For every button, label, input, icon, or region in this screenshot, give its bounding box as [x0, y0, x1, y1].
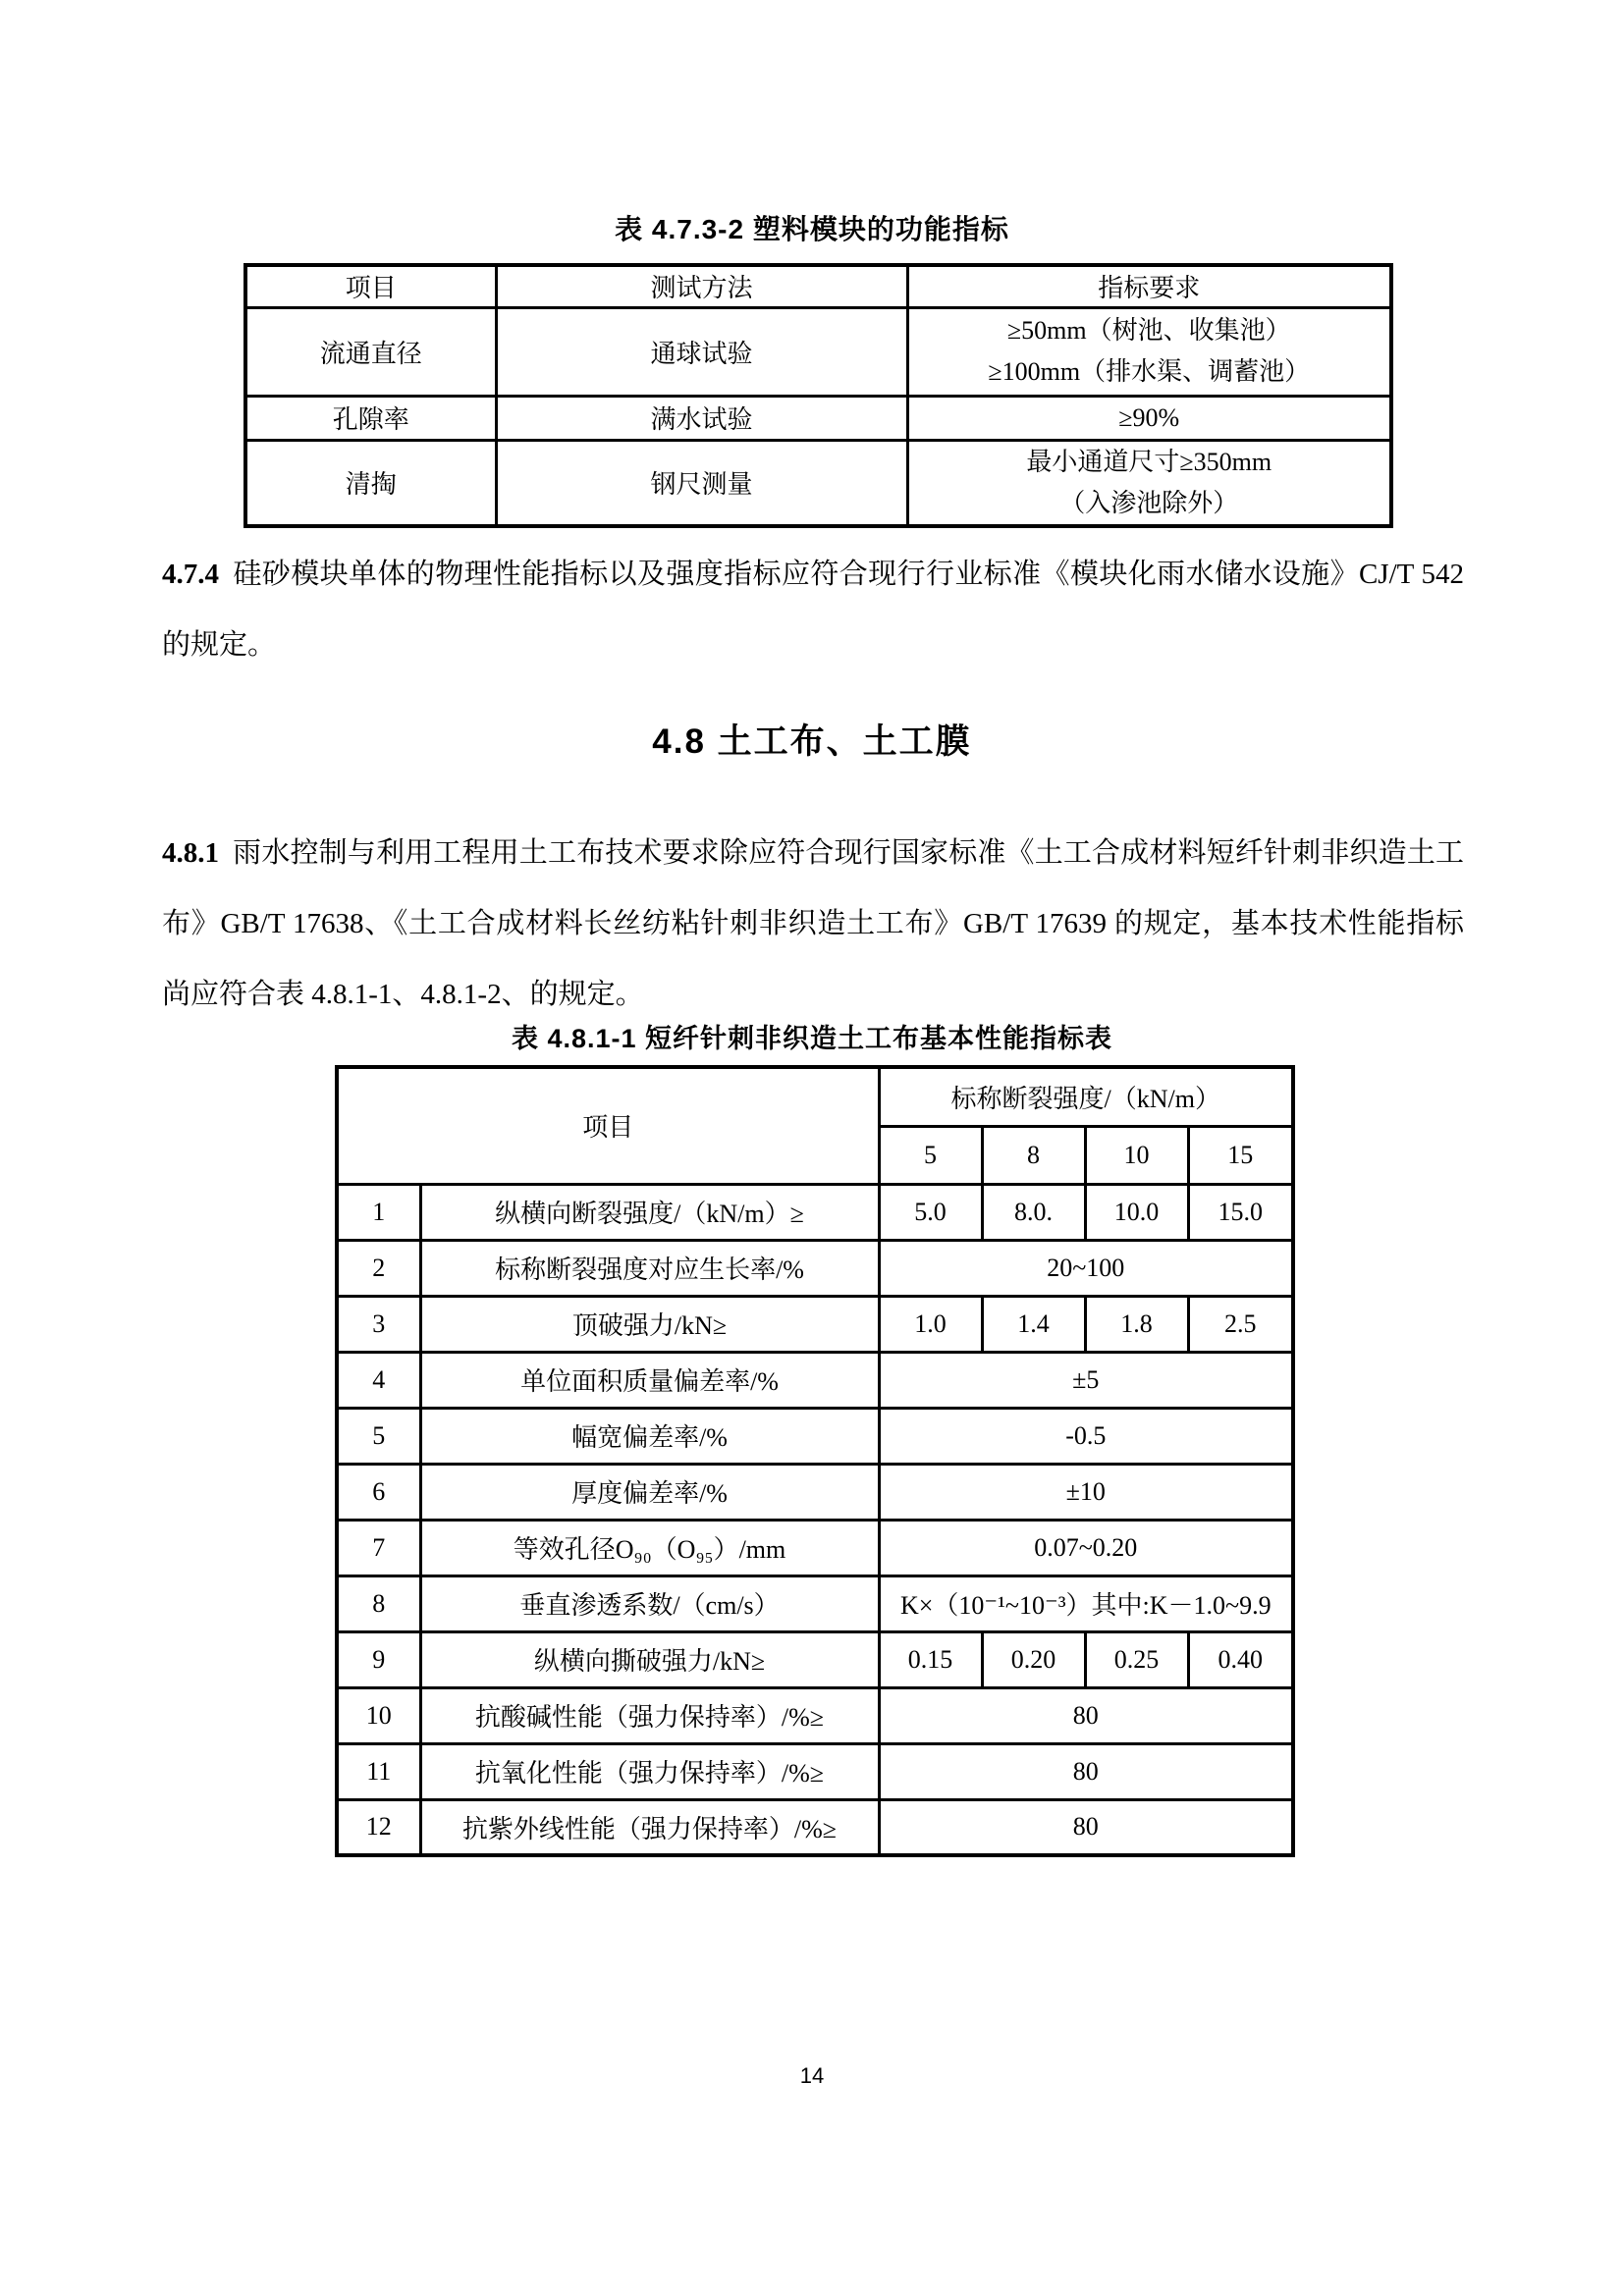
- cell-name: 幅宽偏差率/%: [420, 1408, 879, 1464]
- table-row: [245, 307, 1391, 396]
- cell-no: 7: [337, 1520, 420, 1575]
- cell-no: 8: [337, 1575, 420, 1631]
- table-row: [337, 1408, 1293, 1464]
- cell-no: 10: [337, 1687, 420, 1743]
- clause-text: 硅砂模块单体的物理性能指标以及强度指标应符合现行行业标准《模块化雨水储水设施》CJ/T 542 的规定。: [162, 559, 1464, 661]
- cell-item: 孔隙率: [245, 396, 496, 440]
- table-row: [337, 1464, 1293, 1520]
- table-row: [337, 1296, 1293, 1352]
- table-header-row: [337, 1067, 1293, 1126]
- cell-merged-value: 0.07~0.20: [879, 1520, 1293, 1575]
- cell-merged-value: ±5: [879, 1352, 1293, 1408]
- column-header-level: 5: [879, 1126, 982, 1184]
- clause-number: 4.8.1: [162, 837, 219, 869]
- table-row: [337, 1184, 1293, 1240]
- table-row: [337, 1631, 1293, 1687]
- table-header-row: [245, 265, 1391, 307]
- column-header-strength-group: 标称断裂强度/（kN/m）: [879, 1067, 1293, 1126]
- cell-value: 1.8: [1085, 1296, 1188, 1352]
- cell-no: 11: [337, 1743, 420, 1799]
- column-header-level: 10: [1085, 1126, 1188, 1184]
- table-row: [337, 1240, 1293, 1296]
- table-row: [245, 396, 1391, 440]
- cell-value: 15.0: [1188, 1184, 1293, 1240]
- clause-4-7-4: [162, 539, 1464, 680]
- cell-no: 6: [337, 1464, 420, 1520]
- cell-no: 5: [337, 1408, 420, 1464]
- cell-value: 8.0.: [982, 1184, 1085, 1240]
- cell-merged-value: -0.5: [879, 1408, 1293, 1464]
- cell-name: 标称断裂强度对应生长率/%: [420, 1240, 879, 1296]
- cell-value: 1.4: [982, 1296, 1085, 1352]
- cell-no: 1: [337, 1184, 420, 1240]
- cell-method: 钢尺测量: [496, 440, 907, 526]
- cell-requirement: ≥90%: [907, 396, 1391, 440]
- requirement-line: ≥100mm（排水渠、调蓄池）: [988, 357, 1311, 386]
- cell-merged-value: 80: [879, 1799, 1293, 1855]
- column-header-method: 测试方法: [496, 265, 907, 307]
- cell-merged-value: K×（10⁻¹~10⁻³）其中:K－1.0~9.9: [879, 1575, 1293, 1631]
- cell-item: 清掏: [245, 440, 496, 526]
- table2-title: 表 4.8.1-1 短纤针刺非织造土工布基本性能指标表: [511, 1024, 1113, 1053]
- cell-name: 纵横向断裂强度/（kN/m）≥: [420, 1184, 879, 1240]
- column-header-level: 15: [1188, 1126, 1293, 1184]
- table1-title: 表 4.7.3-2 塑料模块的功能指标: [615, 214, 1009, 244]
- requirement-line: 最小通道尺寸≥350mm: [1026, 447, 1272, 476]
- table-geotextile-performance-indicators: [335, 1065, 1295, 1857]
- cell-name: 垂直渗透系数/（cm/s）: [420, 1575, 879, 1631]
- column-header-item: 项目: [337, 1067, 879, 1184]
- cell-name: 厚度偏差率/%: [420, 1464, 879, 1520]
- cell-requirement: [907, 440, 1391, 526]
- section-heading-4-8: 4.8 土工布、土工膜: [652, 722, 972, 761]
- table-row: [337, 1575, 1293, 1631]
- cell-no: 3: [337, 1296, 420, 1352]
- cell-value: 1.0: [879, 1296, 982, 1352]
- cell-name: 顶破强力/kN≥: [420, 1296, 879, 1352]
- table-row: [337, 1799, 1293, 1855]
- column-header-item: 项目: [245, 265, 496, 307]
- cell-name: 纵横向撕破强力/kN≥: [420, 1631, 879, 1687]
- cell-value: 0.15: [879, 1631, 982, 1687]
- cell-name: 等效孔径O₉₀（O₉₅）/mm: [420, 1520, 879, 1575]
- cell-item: 流通直径: [245, 307, 496, 396]
- cell-merged-value: ±10: [879, 1464, 1293, 1520]
- cell-name: 抗酸碱性能（强力保持率）/%≥: [420, 1687, 879, 1743]
- cell-merged-value: 20~100: [879, 1240, 1293, 1296]
- cell-value: 10.0: [1085, 1184, 1188, 1240]
- column-header-level: 8: [982, 1126, 1085, 1184]
- table-row: [337, 1743, 1293, 1799]
- table-row: [245, 440, 1391, 526]
- cell-value: 0.40: [1188, 1631, 1293, 1687]
- table-row: [337, 1520, 1293, 1575]
- page-number: 14: [799, 2063, 825, 2088]
- cell-name: 抗氧化性能（强力保持率）/%≥: [420, 1743, 879, 1799]
- requirement-line: ≥50mm（树池、收集池）: [1006, 316, 1291, 345]
- cell-no: 9: [337, 1631, 420, 1687]
- cell-name: 抗紫外线性能（强力保持率）/%≥: [420, 1799, 879, 1855]
- cell-name: 单位面积质量偏差率/%: [420, 1352, 879, 1408]
- cell-value: 5.0: [879, 1184, 982, 1240]
- requirement-line: （入渗池除外）: [1059, 488, 1239, 517]
- table-row: [337, 1352, 1293, 1408]
- cell-no: 2: [337, 1240, 420, 1296]
- column-header-requirement: 指标要求: [907, 265, 1391, 307]
- cell-requirement: [907, 307, 1391, 396]
- table-row: [337, 1687, 1293, 1743]
- cell-merged-value: 80: [879, 1743, 1293, 1799]
- cell-no: 12: [337, 1799, 420, 1855]
- cell-merged-value: 80: [879, 1687, 1293, 1743]
- cell-value: 0.25: [1085, 1631, 1188, 1687]
- table-plastic-module-indicators: [244, 263, 1393, 528]
- clause-number: 4.7.4: [162, 559, 219, 590]
- cell-no: 4: [337, 1352, 420, 1408]
- cell-method: 通球试验: [496, 307, 907, 396]
- cell-value: 0.20: [982, 1631, 1085, 1687]
- clause-text: 雨水控制与利用工程用土工布技术要求除应符合现行国家标准《土工合成材料短纤针刺非织造土工布》GB/T 17638、《土工合成材料长丝纺粘针刺非织造土工布》GB/T 17639 的规定，基本技术性能指标尚应符合表 4.8.1-1、4.8.1-2、的规定。: [162, 837, 1464, 1010]
- clause-4-8-1: [162, 818, 1464, 1030]
- cell-method: 满水试验: [496, 396, 907, 440]
- cell-value: 2.5: [1188, 1296, 1293, 1352]
